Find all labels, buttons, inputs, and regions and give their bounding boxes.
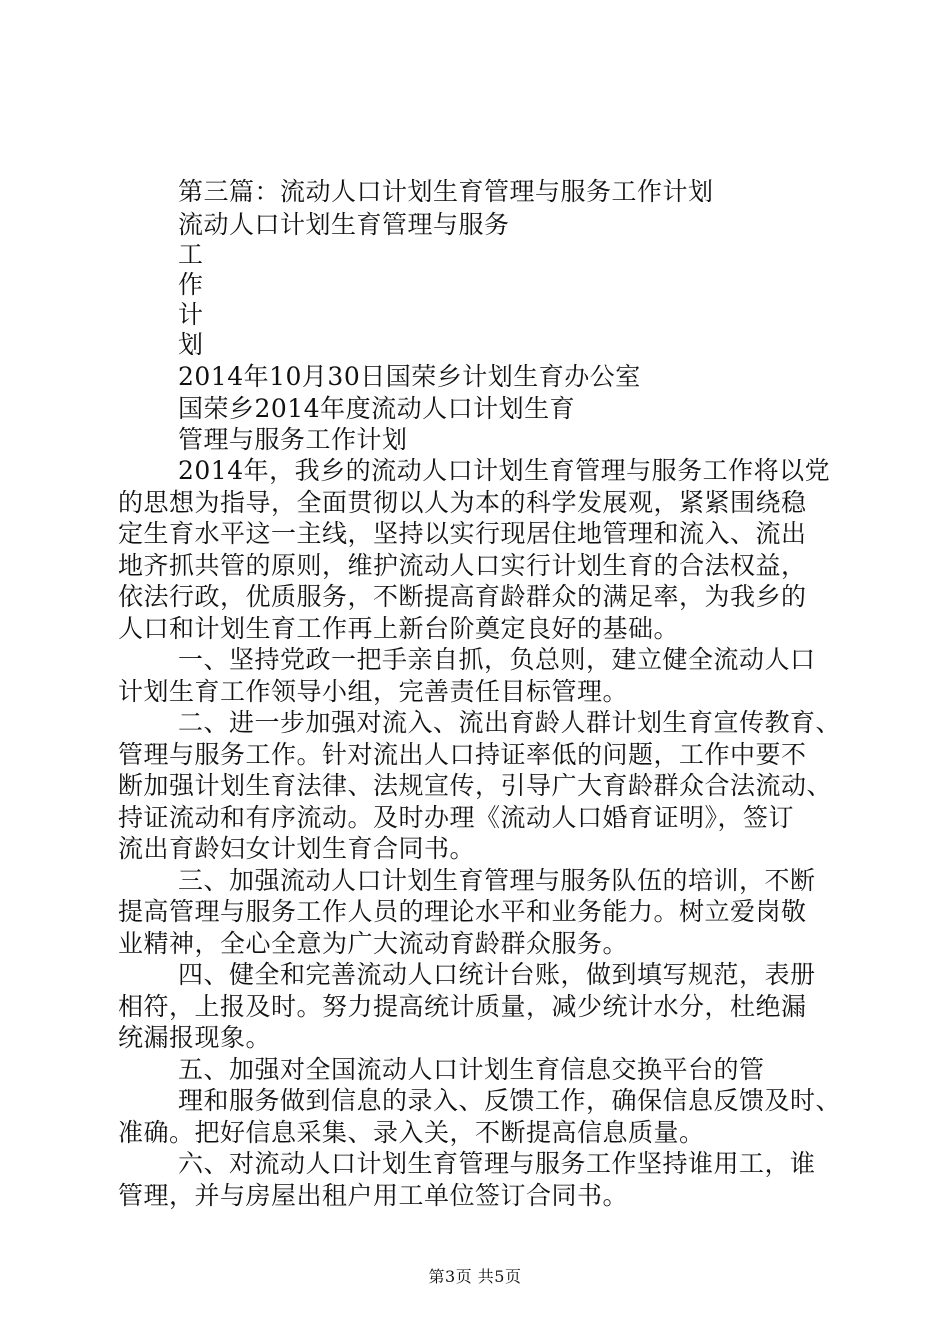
doc-title-char-3: 计 (178, 300, 204, 329)
paragraph-line: 流出育龄妇女计划生育合同书。 (118, 834, 476, 863)
paragraph-line: 一、坚持党政一把手亲自抓，负总则，建立健全流动人口 (178, 645, 816, 674)
doc-title-char-2: 作 (178, 270, 204, 299)
paragraph-line: 四、健全和完善流动人口统计台账，做到填写规范，表册 (178, 960, 816, 989)
paragraph-line: 的思想为指导，全面贯彻以人为本的科学发展观，紧紧围绕稳 (118, 488, 807, 517)
paragraph-line: 统漏报现象。 (118, 1023, 272, 1052)
paragraph-line: 提高管理与服务工作人员的理论水平和业务能力。树立爱岗敬 (118, 897, 807, 926)
paragraph-line: 2014年，我乡的流动人口计划生育管理与服务工作将以党 (178, 456, 831, 485)
doc-title-line-1: 流动人口计划生育管理与服务 (178, 210, 510, 239)
doc-date-issuer: 2014年10月30日国荣乡计划生育办公室 (178, 362, 641, 391)
paragraph-line: 管理与服务工作。针对流出人口持证率低的问题，工作中要不 (118, 740, 807, 769)
paragraph-line: 依法行政，优质服务，不断提高育龄群众的满足率，为我乡的 (118, 582, 807, 611)
doc-title-char-1: 工 (178, 240, 204, 269)
paragraph-line: 五、加强对全国流动人口计划生育信息交换平台的管 (178, 1055, 765, 1084)
plan-title-line-2: 管理与服务工作计划 (178, 425, 408, 454)
paragraph-line: 三、加强流动人口计划生育管理与服务队伍的培训，不断 (178, 866, 816, 895)
plan-title-line-1: 国荣乡2014年度流动人口计划生育 (178, 394, 576, 423)
paragraph-line: 地齐抓共管的原则，维护流动人口实行计划生育的合法权益， (118, 551, 807, 580)
page-number-footer: 第3页 共5页 (428, 1267, 522, 1286)
paragraph-line: 人口和计划生育工作再上新台阶奠定良好的基础。 (118, 614, 680, 643)
paragraph-line: 二、进一步加强对流入、流出育龄人群计划生育宣传教育、 (178, 708, 842, 737)
paragraph-line: 断加强计划生育法律、法规宣传，引导广大育龄群众合法流动、 (118, 771, 833, 800)
paragraph-line: 业精神，全心全意为广大流动育龄群众服务。 (118, 929, 629, 958)
paragraph-line: 相符，上报及时。努力提高统计质量，减少统计水分，杜绝漏 (118, 992, 807, 1021)
doc-title-char-4: 划 (178, 330, 204, 359)
paragraph-line: 管理，并与房屋出租户用工单位签订合同书。 (118, 1181, 629, 1210)
paragraph-line: 定生育水平这一主线，坚持以实行现居住地管理和流入、流出 (118, 519, 807, 548)
section-heading: 第三篇：流动人口计划生育管理与服务工作计划 (178, 177, 714, 206)
paragraph-line: 持证流动和有序流动。及时办理《流动人口婚育证明》，签订 (118, 803, 795, 832)
paragraph-line: 计划生育工作领导小组，完善责任目标管理。 (118, 677, 629, 706)
paragraph-line: 理和服务做到信息的录入、反馈工作，确保信息反馈及时、 (178, 1086, 842, 1115)
paragraph-line: 六、对流动人口计划生育管理与服务工作坚持谁用工，谁 (178, 1149, 816, 1178)
paragraph-line: 准确。把好信息采集、录入关，不断提高信息质量。 (118, 1118, 705, 1147)
